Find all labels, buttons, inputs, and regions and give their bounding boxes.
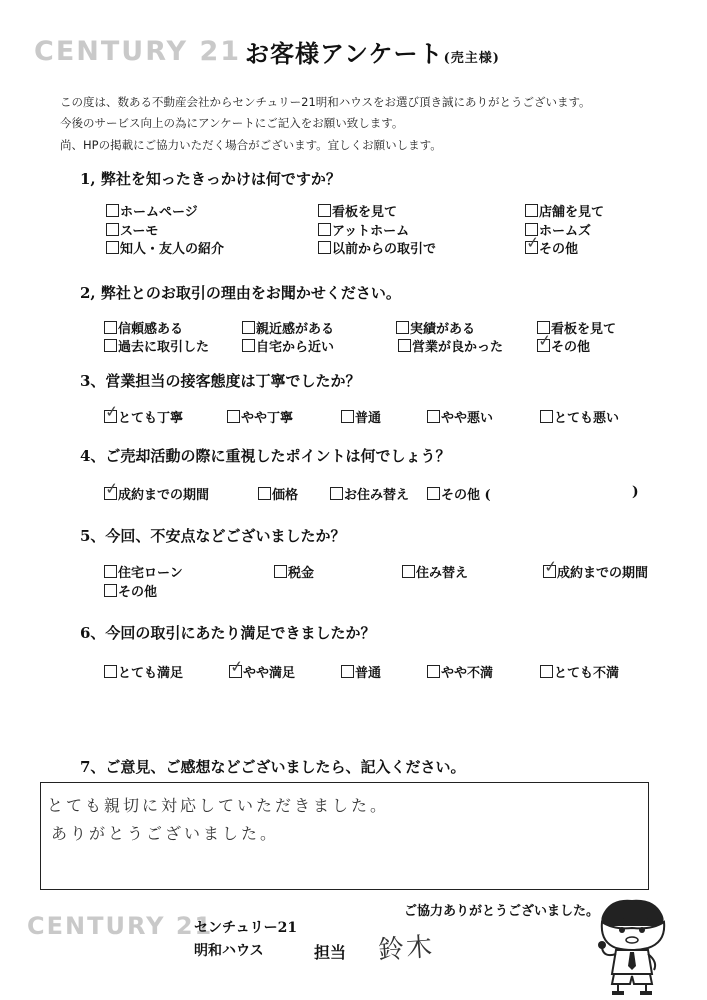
q1-option-store[interactable] (525, 201, 604, 220)
q1-option-suumo[interactable] (106, 220, 158, 239)
option-label: やや丁寧 (241, 411, 294, 426)
q2-option-past-deal[interactable] (104, 336, 209, 355)
q3-option-somewhat-bad[interactable] (427, 407, 493, 426)
checkbox[interactable] (318, 241, 331, 254)
intro-line-3: 尚、HPの掲載にご協力いただく場合がございます。宜しくお願いします。 (60, 138, 442, 152)
q5-option-tax[interactable] (274, 562, 314, 581)
q4-option-period[interactable] (104, 484, 209, 503)
comment-line-1: とても親切に対応していただきました。 (47, 796, 390, 815)
option-label: 普通 (355, 666, 382, 681)
q2-option-near-home[interactable] (242, 336, 334, 355)
q6-option-normal[interactable] (341, 662, 381, 681)
q4-option-other[interactable] (427, 484, 491, 503)
checkbox[interactable] (341, 665, 354, 678)
option-label: その他 ( (441, 488, 491, 503)
q6-option-very-dissatisfied[interactable] (540, 662, 619, 681)
option-label: やや満足 (243, 666, 296, 681)
q3-option-very-bad[interactable] (540, 407, 619, 426)
option-label: 自宅から近い (256, 340, 335, 355)
q1-option-signboard[interactable] (318, 201, 397, 220)
option-label: 価格 (272, 488, 299, 503)
q5-option-other[interactable] (104, 581, 157, 600)
option-label: 住宅ローン (118, 566, 183, 581)
option-label: スーモ (120, 224, 159, 239)
staff-label: 担当 (314, 943, 347, 962)
question-6: 6、今回の取引にあたり満足できましたか？ (80, 624, 376, 642)
checkbox[interactable] (104, 565, 117, 578)
option-label: 看板を見て (332, 205, 398, 220)
staff-signature: 鈴木 (377, 932, 436, 966)
checkbox-checked[interactable] (104, 410, 117, 423)
q2-option-other[interactable] (537, 336, 590, 355)
option-label: とても満足 (118, 666, 184, 681)
checkbox-checked[interactable] (525, 241, 538, 254)
checkbox[interactable] (540, 665, 553, 678)
option-label: 成約までの期間 (557, 566, 649, 581)
checkbox[interactable] (330, 487, 343, 500)
checkbox[interactable] (402, 565, 415, 578)
q3-option-very-polite[interactable] (104, 407, 183, 426)
q4-option-relocation[interactable] (330, 484, 409, 503)
q5-option-period[interactable] (543, 562, 648, 581)
checkbox[interactable] (540, 410, 553, 423)
option-label: 実績がある (410, 322, 476, 337)
option-label: 親近感がある (256, 322, 335, 337)
checkbox[interactable] (318, 223, 331, 236)
checkbox[interactable] (106, 241, 119, 254)
option-label: 税金 (288, 566, 315, 581)
page-title-text: お客様アンケート (245, 39, 444, 68)
checkbox-checked[interactable] (537, 339, 550, 352)
checkbox[interactable] (274, 565, 287, 578)
checkbox[interactable] (341, 410, 354, 423)
footer-company-line-2: 明和ハウス (194, 943, 264, 959)
option-label: とても不満 (554, 666, 620, 681)
q1-option-previous[interactable] (318, 238, 436, 257)
option-label: ホームズ (539, 224, 592, 239)
option-label: 知人・友人の紹介 (120, 242, 225, 257)
checkbox-checked[interactable] (104, 487, 117, 500)
checkbox-checked[interactable] (229, 665, 242, 678)
q2-option-record[interactable] (396, 318, 475, 337)
checkbox[interactable] (104, 584, 117, 597)
comment-line-2: ありがとうございました。 (51, 824, 280, 843)
checkbox[interactable] (318, 204, 331, 217)
checkbox[interactable] (242, 321, 255, 334)
checkbox[interactable] (242, 339, 255, 352)
option-label: やや不満 (441, 666, 494, 681)
q5-option-relocation[interactable] (402, 562, 468, 581)
checkbox[interactable] (106, 204, 119, 217)
q2-option-good-sales[interactable] (398, 336, 503, 355)
q3-option-somewhat-polite[interactable] (227, 407, 293, 426)
q1-option-homepage[interactable] (106, 201, 198, 220)
option-label: やや悪い (441, 411, 494, 426)
question-5: 5、今回、不安点などございましたか？ (80, 527, 346, 545)
option-label: その他 (539, 242, 579, 257)
question-1: 1, 弊社を知ったきっかけは何ですか？ (80, 170, 341, 188)
q2-option-trust[interactable] (104, 318, 183, 337)
page-title (245, 34, 500, 69)
q4-option-price[interactable] (258, 484, 298, 503)
question-2: 2, 弊社とのお取引の理由をお聞かせください。 (80, 284, 401, 302)
page-title-suffix: (売主様) (443, 51, 500, 66)
mascot-illustration (582, 892, 682, 996)
option-label: アットホーム (332, 224, 410, 239)
checkbox[interactable] (427, 665, 440, 678)
option-label: 以前からの取引で (332, 242, 437, 257)
q5-option-loan[interactable] (104, 562, 183, 581)
q3-option-normal[interactable] (341, 407, 381, 426)
question-7: 7、ご意見、ご感想などございましたら、記入ください。 (80, 758, 466, 776)
q6-option-somewhat-satisfied[interactable] (229, 662, 295, 681)
option-label: 過去に取引した (118, 340, 210, 355)
checkbox[interactable] (427, 410, 440, 423)
checkbox[interactable] (427, 487, 440, 500)
option-label: 成約までの期間 (118, 488, 210, 503)
q4-other-close-paren: ) (632, 484, 639, 500)
option-label: とても悪い (554, 411, 620, 426)
checkbox[interactable] (104, 665, 117, 678)
checkbox[interactable] (396, 321, 409, 334)
option-label: 店舗を見て (539, 205, 605, 220)
option-label: ホームページ (120, 205, 198, 220)
option-label: その他 (551, 340, 591, 355)
option-label: 営業が良かった (412, 340, 504, 355)
checkbox[interactable] (106, 223, 119, 236)
q1-option-referral[interactable] (106, 238, 224, 257)
intro-line-2: 今後のサービス向上の為にアンケートにご記入をお願い致します。 (60, 116, 404, 130)
option-label: とても丁寧 (118, 411, 184, 426)
checkbox[interactable] (398, 339, 411, 352)
thanks-message: ご協力ありがとうございました。 (404, 904, 600, 919)
option-label: 住み替え (416, 566, 469, 581)
intro-line-1: この度は、数ある不動産会社からセンチュリー21明和ハウスをお選び頂き誠にありがとうございます。 (60, 95, 591, 109)
checkbox[interactable] (104, 339, 117, 352)
checkbox[interactable] (525, 204, 538, 217)
q6-option-somewhat-dissatisfied[interactable] (427, 662, 493, 681)
footer-company-line-1: センチュリー21 (194, 920, 298, 936)
q2-option-familiar[interactable] (242, 318, 334, 337)
checkbox-checked[interactable] (543, 565, 556, 578)
q1-option-athome[interactable] (318, 220, 409, 239)
comment-textarea[interactable] (40, 782, 649, 890)
checkbox[interactable] (104, 321, 117, 334)
question-4: 4、ご売却活動の際に重視したポイントは何でしょう？ (80, 447, 451, 465)
option-label: その他 (118, 585, 158, 600)
option-label: お住み替え (344, 488, 410, 503)
q6-option-very-satisfied[interactable] (104, 662, 183, 681)
option-label: 信頼感ある (118, 322, 184, 337)
q1-option-other[interactable] (525, 238, 578, 257)
footer-century21-logo: CENTURY 21 (27, 912, 214, 940)
option-label: 看板を見て (551, 322, 617, 337)
question-3: 3、営業担当の接客態度は丁寧でしたか？ (80, 372, 361, 390)
checkbox[interactable] (227, 410, 240, 423)
checkbox[interactable] (258, 487, 271, 500)
century21-logo: CENTURY 21 (34, 36, 242, 67)
option-label: 普通 (355, 411, 382, 426)
